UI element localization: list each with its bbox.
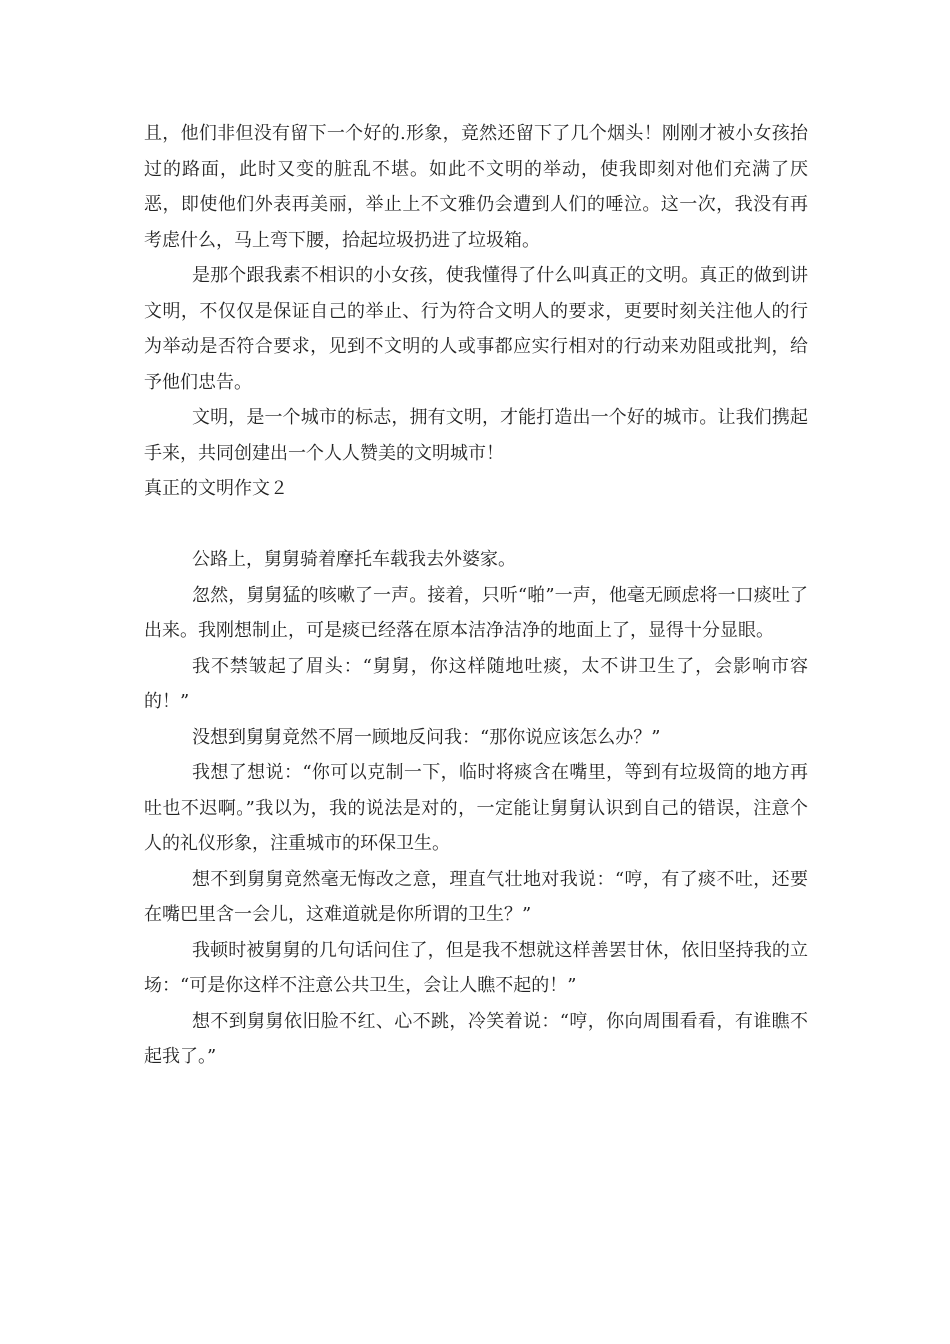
paragraph-9: 想不到舅舅竟然毫无悔改之意，理直气壮地对我说：“哼，有了痰不吐，还要在嘴巴里含一会儿，这难道就是你所谓的卫生？” xyxy=(144,868,808,925)
blank-line xyxy=(144,507,808,543)
paragraph-7: 没想到舅舅竟然不屑一顾地反问我：“那你说应该怎么办？” xyxy=(192,726,661,748)
section-title: 真正的文明作文２ xyxy=(144,478,288,499)
paragraph-10: 我顿时被舅舅的几句话问住了，但是我不想就这样善罢甘休，依旧坚持我的立场：“可是你这样不注意公共卫生，会让人瞧不起的！” xyxy=(144,939,808,996)
paragraph-2: 是那个跟我素不相识的小女孩，使我懂得了什么叫真正的文明。真正的做到讲文明，不仅仅是保证自己的举止、行为符合文明人的要求，更要时刻关注他人的行为举动是否符合要求，见到不文明的人或事都应实行相对的行动来劝阻或批判，给予他们忠告。 xyxy=(144,265,808,393)
paragraph-8: 我想了想说：“你可以克制一下，临时将痰含在嘴里，等到有垃圾筒的地方再吐也不迟啊。”我以为，我的说法是对的，一定能让舅舅认识到自己的错误，注意个人的礼仪形象，注重城市的环保卫生。 xyxy=(144,762,808,854)
document-body xyxy=(144,116,808,1075)
paragraph-4: 公路上，舅舅骑着摩托车载我去外婆家。 xyxy=(192,549,516,570)
paragraph-11: 想不到舅舅依旧脸不红、心不跳，冷笑着说：“哼，你向周围看看，有谁瞧不起我了。” xyxy=(144,1010,808,1067)
paragraph-5: 忽然，舅舅猛的咳嗽了一声。接着，只听“啪”一声，他毫无顾虑将一口痰吐了出来。我刚想制止，可是痰已经落在原本洁净洁净的地面上了，显得十分显眼。 xyxy=(144,584,808,641)
paragraph-1: 且，他们非但没有留下一个好的.形象，竟然还留下了几个烟头！刚刚才被小女孩抬过的路面，此时又变的脏乱不堪。如此不文明的举动，使我即刻对他们充满了厌恶，即使他们外表再美丽，举止上不文雅仍会遭到人们的唾泣。这一次，我没有再考虑什么，马上弯下腰，拾起垃圾扔进了垃圾箱。 xyxy=(144,123,808,251)
paragraph-6: 我不禁皱起了眉头：“舅舅，你这样随地吐痰，太不讲卫生了，会影响市容的！” xyxy=(144,655,808,712)
paragraph-3: 文明，是一个城市的标志，拥有文明，才能打造出一个好的城市。让我们携起手来，共同创建出一个人人赞美的文明城市！ xyxy=(144,407,808,464)
